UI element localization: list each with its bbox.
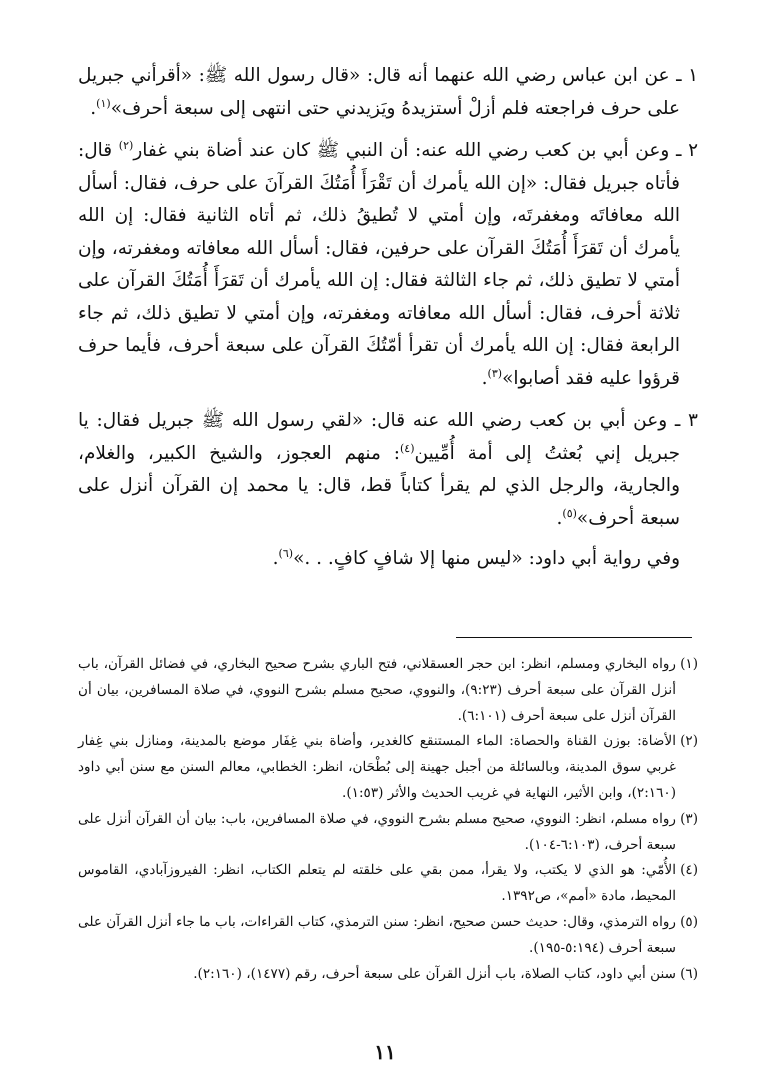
footnote bbox=[78, 962, 698, 988]
page-number: ١١ bbox=[374, 1040, 396, 1064]
sentence-end: . bbox=[556, 507, 563, 529]
main-text bbox=[78, 60, 698, 586]
variant-narration bbox=[78, 543, 698, 576]
footnote-number: (٣) bbox=[680, 810, 698, 827]
hadith-text: وعن أبي بن كعب رضي الله عنه قال: «لقي رسول الله ﷺ جبريل فقال: يا جبريل إني بُعثتُ إلى أمة أُمِّيين bbox=[78, 410, 681, 464]
footnote-text: رواه الترمذي، وقال: حديث حسن صحيح، انظر: سنن الترمذي، كتاب القراءات، باب ما جاء أنزل القرآن على سبعة أحرف (٥:١٩٤-١٩٥). bbox=[78, 913, 676, 956]
footnote-number: (١) bbox=[680, 656, 698, 672]
hadith-text: قال: فأتاه جبريل فقال: «إن الله يأمرك أن تَقْرَأَ أُمَتُكَ القرآنَ على حرف، فقال: أسأل الله معافاتَه ومغفرتَه، وإن أمتي لا تُطيقُ ذلك، ثم أتاه الثانية فقال: إن الله يأمرك أن تَقرَأَ أُمَتُكَ القرآن على حرفين، فقال: أسأل الله معافاته ومغفرته، وإن أمتي لا تطيق ذلك، ثم جاء الثالثة فقال: إن الله يأمرك أن تَقرَأَ أُمَتُكَ القرآن على ثلاثة أحرف، فقال: أسأل الله معافاته ومغفرته، وإن أمتي لا تطيق ذلك، ثم جاء الرابعة فقال: إن الله يأمرك أن تقرأ أمّتُكَ القرآن على سبعة أحرف، فأيما حرف قرؤوا عليه فقد أصابوا» bbox=[78, 140, 680, 389]
footnote bbox=[78, 858, 698, 910]
footnote bbox=[78, 807, 698, 859]
footnote-number: (٢) bbox=[680, 733, 698, 750]
hadith-number: ٢ ـ bbox=[676, 140, 698, 161]
footnote-separator bbox=[456, 637, 692, 638]
footnote-ref[interactable]: (٢) bbox=[118, 138, 134, 152]
footnote-text: سنن أبي داود، كتاب الصلاة، باب أنزل القرآن على سبعة أحرف، رقم (١٤٧٧)، (٢:١٦٠). bbox=[193, 965, 676, 982]
hadith-text: : منهم العجوز، والشيخ الكبير، والغلام، والجارية، والرجل الذي لم يقرأ كتاباً قط، قال: يا محمد إن القرآن أنزل على سبعة أحرف» bbox=[78, 442, 680, 529]
footnote-text: رواه مسلم، انظر: النووي، صحيح مسلم بشرح النووي، في صلاة المسافرين، باب: بيان أن القرآن أنزل على سبعة أحرف، (٦:١٠٣-١٠٤). bbox=[78, 810, 676, 853]
sentence-end: . bbox=[481, 367, 488, 389]
footnote-ref[interactable]: (٦) bbox=[278, 546, 294, 560]
footnote-number: (٦) bbox=[680, 965, 698, 982]
hadith-3 bbox=[78, 405, 698, 576]
sentence-end: . bbox=[272, 548, 279, 569]
hadith-number: ١ ـ bbox=[676, 65, 698, 86]
footnotes bbox=[78, 652, 698, 987]
hadith-paragraph bbox=[78, 405, 698, 535]
footnote-number: (٥) bbox=[680, 913, 698, 930]
footnote-ref[interactable]: (٤) bbox=[399, 441, 415, 455]
footnote bbox=[78, 729, 698, 806]
footnote-text: الأضاة: بوزن القناة والحصاة: الماء المستنقع كالغدير، وأضاة بني غِفَار موضع بالمدينة، ومنازل بني غِفار غربي سوق المدينة، وبالسائلة من أجبل جهينة إلى بُطْحَان، انظر: الخطابي، معالم السنن مع سنن أبي داود (٢:١٦٠)، وابن الأثير، النهاية في غريب الحديث والأثر (١:٥٣). bbox=[78, 733, 676, 801]
footnote-ref[interactable]: (١) bbox=[96, 96, 111, 110]
hadith-paragraph bbox=[78, 135, 698, 395]
footnote-ref[interactable]: (٥) bbox=[562, 506, 577, 520]
hadith-1 bbox=[78, 60, 698, 125]
footnote-number: (٤) bbox=[680, 862, 698, 879]
footnote-text: رواه البخاري ومسلم، انظر: ابن حجر العسقلاني، فتح الباري بشرح صحيح البخاري، في فضائل القرآن، باب أنزل القرآن على سبعة أحرف (٩:٢٣)، والنووي، صحيح مسلم بشرح النووي، في صلاة المسافرين، بيان أن القرآن أنزل على سبعة أحرف (٦:١٠١). bbox=[78, 656, 676, 724]
hadith-text: عن ابن عباس رضي الله عنهما أنه قال: «قال رسول الله ﷺ: «أقرأني جبريل على حرف فراجعته فلم أزلْ أستزيدهُ ويَزيدني حتى انتهى إلى سبعة أحرف» bbox=[78, 65, 680, 119]
hadith-number: ٣ ـ bbox=[674, 410, 698, 431]
footnote-text: الأُمّي: هو الذي لا يكتب، ولا يقرأ، ممن بقي على خلقته لم يتعلم الكتاب، انظر: الفيروزآبادي، القاموس المحيط، مادة «أمم»، ص١٣٩٢. bbox=[78, 862, 676, 905]
hadith-2 bbox=[78, 135, 698, 395]
sentence-end: . bbox=[90, 97, 97, 119]
variant-text: وفي رواية أبي داود: «ليس منها إلا شافٍ كافٍ. . .» bbox=[293, 548, 680, 569]
footnote bbox=[78, 910, 698, 962]
hadith-paragraph bbox=[78, 60, 698, 125]
hadith-text: وعن أبي بن كعب رضي الله عنه: أن النبي ﷺ كان عند أضاة بني غفار bbox=[133, 140, 670, 161]
footnote bbox=[78, 652, 698, 729]
footnote-ref[interactable]: (٣) bbox=[487, 366, 503, 380]
